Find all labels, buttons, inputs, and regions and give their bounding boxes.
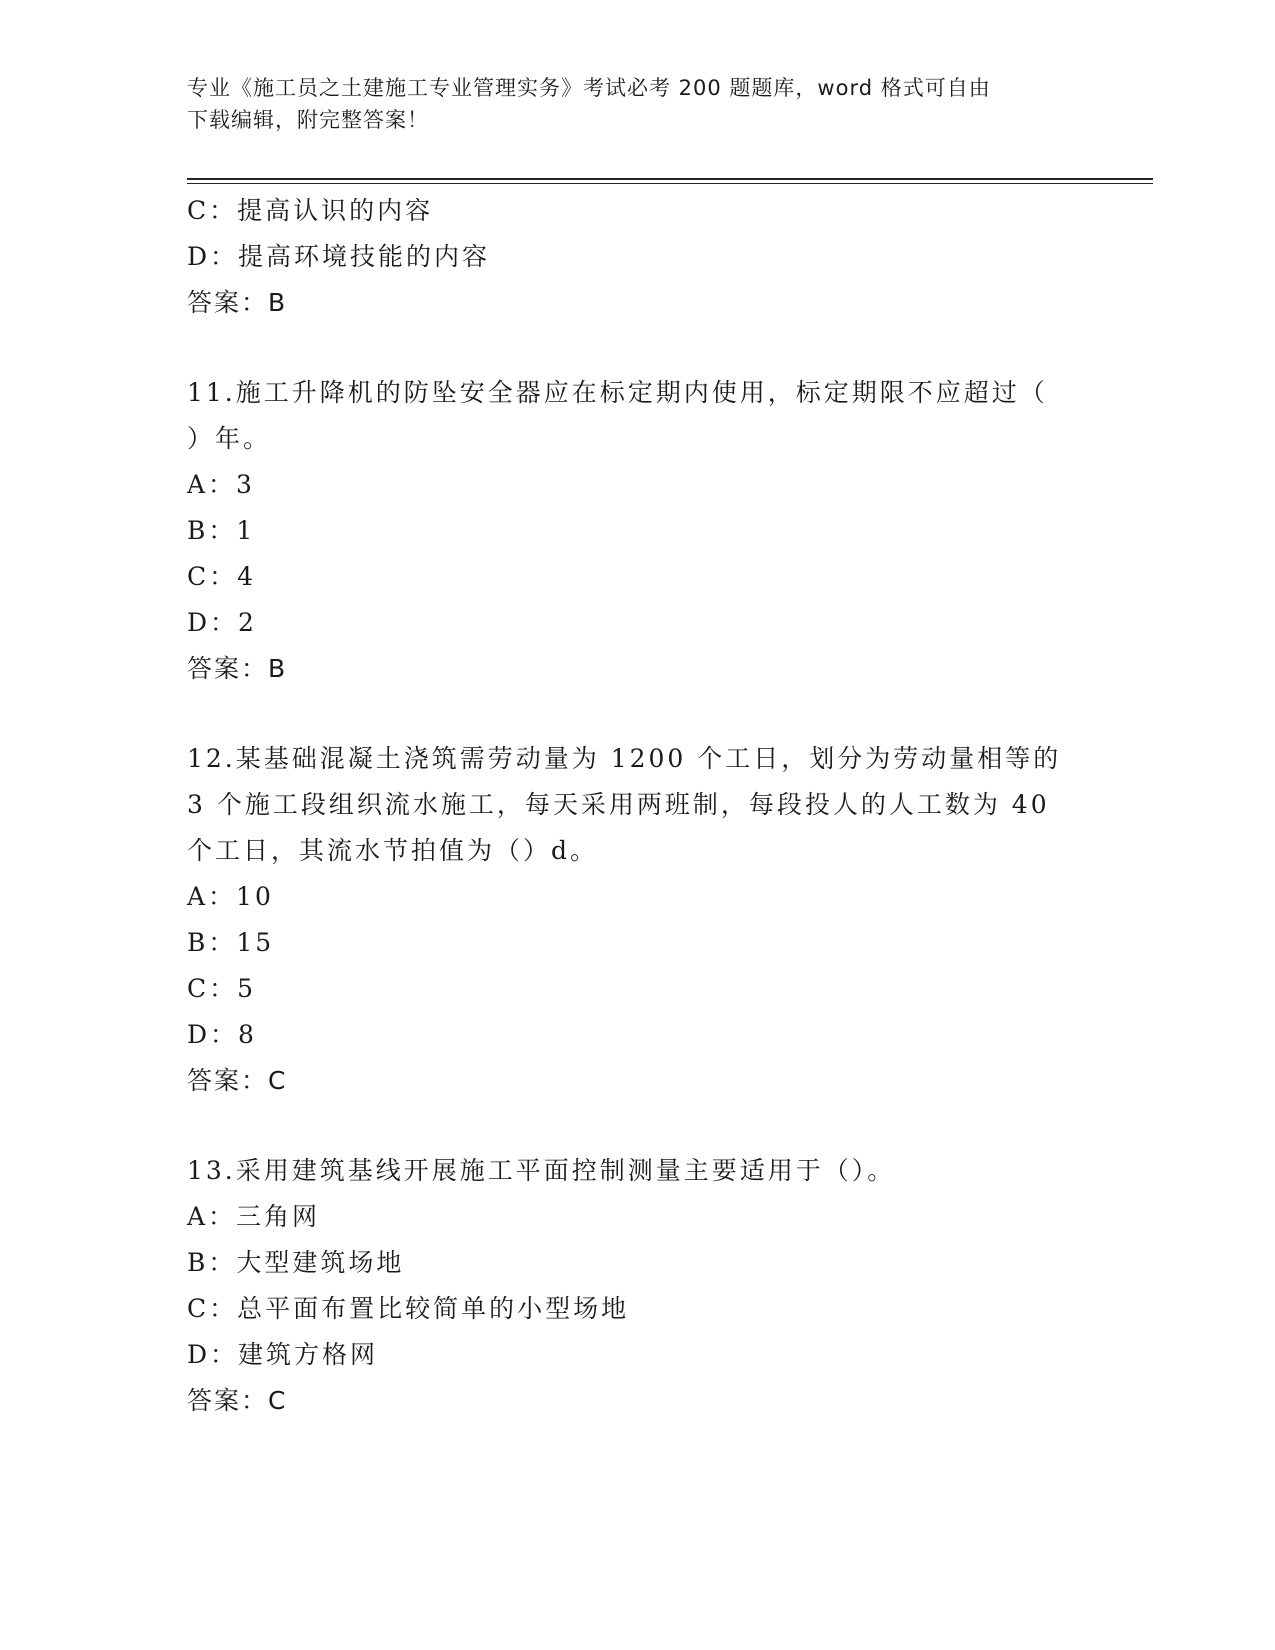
question-stem-line: 11.施工升降机的防坠安全器应在标定期内使用，标定期限不应超过（ xyxy=(187,378,1048,407)
option-a: A：三角网 xyxy=(187,1202,321,1231)
question-12 xyxy=(187,736,1067,1104)
header-title-line-1: 专业《施工员之土建施工专业管理实务》考试必考 200 题题库，word 格式可自由 xyxy=(187,76,991,100)
option-c: C：4 xyxy=(187,562,257,591)
spacer xyxy=(187,1104,1067,1148)
header-divider-thick xyxy=(187,178,1153,180)
question-content xyxy=(187,188,1067,1424)
option-b: B：15 xyxy=(187,928,275,957)
answer-line: 答案：C xyxy=(187,1386,288,1415)
option-d: D：2 xyxy=(187,608,257,637)
spacer xyxy=(187,326,1067,370)
document-header xyxy=(187,72,1087,136)
answer-line: 答案：C xyxy=(187,1066,288,1095)
question-stem-line: 个工日，其流水节拍值为（）d。 xyxy=(187,836,599,865)
option-d: D：建筑方格网 xyxy=(187,1340,379,1369)
question-13 xyxy=(187,1148,1067,1424)
answer-line: 答案：B xyxy=(187,654,288,683)
option-b: B：1 xyxy=(187,516,256,545)
option-c: C：总平面布置比较简单的小型场地 xyxy=(187,1294,630,1323)
option-a: A：3 xyxy=(187,470,255,499)
question-11 xyxy=(187,370,1067,692)
option-d: D：提高环境技能的内容 xyxy=(187,242,491,271)
answer-line: 答案：B xyxy=(187,288,288,317)
question-stem-line: ）年。 xyxy=(187,424,272,453)
header-divider-thin xyxy=(187,183,1153,184)
header-title-line-2: 下载编辑，附完整答案！ xyxy=(187,108,429,132)
spacer xyxy=(187,692,1067,736)
option-c: C：5 xyxy=(187,974,257,1003)
question-stem-line: 12.某基础混凝土浇筑需劳动量为 1200 个工日，划分为劳动量相等的 xyxy=(187,744,1062,773)
option-d: D：8 xyxy=(187,1020,257,1049)
option-c: C：提高认识的内容 xyxy=(187,196,434,225)
question-stem-line: 3 个施工段组织流水施工，每天采用两班制，每段投人的人工数为 40 xyxy=(187,790,1050,819)
option-b: B：大型建筑场地 xyxy=(187,1248,405,1277)
previous-question-tail xyxy=(187,188,1067,326)
question-stem-line: 13.采用建筑基线开展施工平面控制测量主要适用于（）。 xyxy=(187,1156,896,1185)
option-a: A：10 xyxy=(187,882,274,911)
